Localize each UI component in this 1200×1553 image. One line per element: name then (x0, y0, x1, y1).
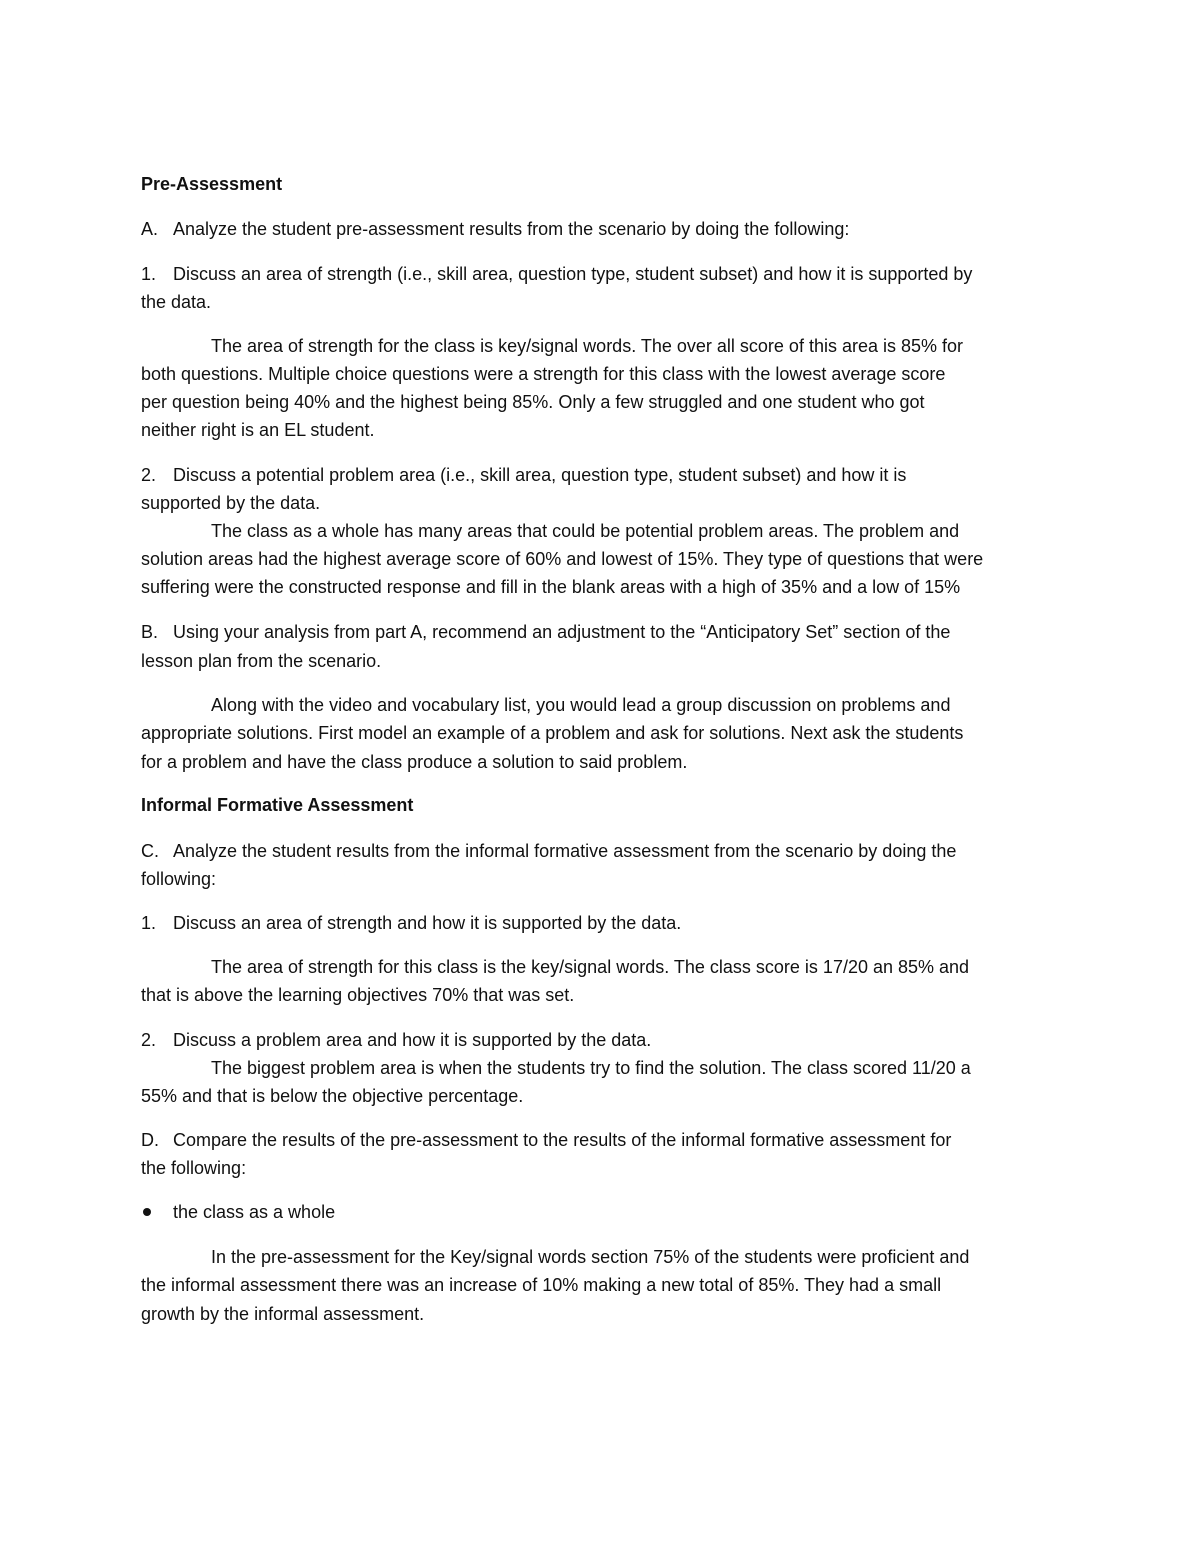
answer-b-line: Along with the video and vocabulary list, you would lead a group discussion on problems and (211, 695, 951, 715)
prompt-c-line1 (141, 839, 956, 863)
prompt-d-line2: the following: (141, 1158, 247, 1178)
answer-c1-line: that is above the learning objectives 70% that was set. (141, 985, 575, 1005)
bullet-dot-icon (143, 1208, 151, 1216)
prompt-a1-line2: the data. (141, 292, 212, 312)
marker-d: D. (141, 1130, 159, 1150)
answer-b-line: appropriate solutions. First model an example of a problem and ask for solutions. Next ask the students (141, 723, 964, 743)
answer-a1-line: per question being 40% and the highest being 85%. Only a few struggled and one student who got (141, 392, 925, 412)
prompt-d-text: Compare the results of the pre-assessment to the results of the informal formative assessment for (173, 1130, 952, 1150)
marker-c1: 1. (141, 913, 157, 933)
section-heading-pre-assessment: Pre-Assessment (141, 174, 283, 194)
answer-a1-line: The area of strength for the class is key/signal words. The over all score of this area is 85% for (211, 336, 964, 356)
answer-c2-line: The biggest problem area is when the students try to find the solution. The class scored 11/20 a (211, 1058, 971, 1078)
marker-a2: 2. (141, 465, 157, 485)
marker-b: B. (141, 622, 159, 642)
answer-d-line: In the pre-assessment for the Key/signal words section 75% of the students were proficient and (211, 1247, 970, 1267)
prompt-b-line2: lesson plan from the scenario. (141, 651, 382, 671)
marker-a: A. (141, 219, 159, 239)
section-heading-informal: Informal Formative Assessment (141, 795, 414, 815)
answer-d-line: the informal assessment there was an increase of 10% making a new total of 85%. They had a small (141, 1275, 942, 1295)
bullet-item: the class as a whole (173, 1202, 336, 1222)
prompt-c-text: Analyze the student results from the informal formative assessment from the scenario by doing the (173, 841, 957, 861)
prompt-a2-line1 (141, 463, 906, 487)
prompt-a1-text: Discuss an area of strength (i.e., skill area, question type, student subset) and how it is supported by (173, 264, 973, 284)
prompt-c-line2: following: (141, 869, 217, 889)
prompt-d-line1 (141, 1128, 951, 1152)
answer-b-line: for a problem and have the class produce a solution to said problem. (141, 752, 688, 772)
prompt-a2-line2: supported by the data. (141, 493, 321, 513)
answer-d-line: growth by the informal assessment. (141, 1304, 425, 1324)
prompt-a1-line1 (141, 262, 972, 286)
prompt-c1-text: Discuss an area of strength and how it is supported by the data. (173, 913, 682, 933)
answer-a1-line: both questions. Multiple choice questions were a strength for this class with the lowest average score (141, 364, 946, 384)
prompt-b-text: Using your analysis from part A, recommend an adjustment to the “Anticipatory Set” section of the (173, 622, 951, 642)
answer-c1-line: The area of strength for this class is the key/signal words. The class score is 17/20 an 85% and (211, 957, 970, 977)
marker-c: C. (141, 841, 159, 861)
answer-c2-line: 55% and that is below the objective percentage. (141, 1086, 524, 1106)
prompt-a-text: Analyze the student pre-assessment results from the scenario by doing the following: (173, 219, 850, 239)
answer-a2-line: suffering were the constructed response and fill in the blank areas with a high of 35% and a low of 15% (141, 577, 961, 597)
answer-a2-line: The class as a whole has many areas that could be potential problem areas. The problem and (211, 521, 960, 541)
prompt-b-line1 (141, 620, 950, 644)
answer-a1-line: neither right is an EL student. (141, 420, 375, 440)
prompt-a (141, 217, 849, 241)
prompt-c1 (141, 911, 681, 935)
marker-a1: 1. (141, 264, 157, 284)
marker-c2: 2. (141, 1030, 157, 1050)
prompt-a2-text: Discuss a potential problem area (i.e., skill area, question type, student subset) and how it is (173, 465, 907, 485)
prompt-c2 (141, 1028, 651, 1052)
prompt-c2-text: Discuss a problem area and how it is supported by the data. (173, 1030, 652, 1050)
answer-a2-line: solution areas had the highest average score of 60% and lowest of 15%. They type of questions that were (141, 549, 984, 569)
